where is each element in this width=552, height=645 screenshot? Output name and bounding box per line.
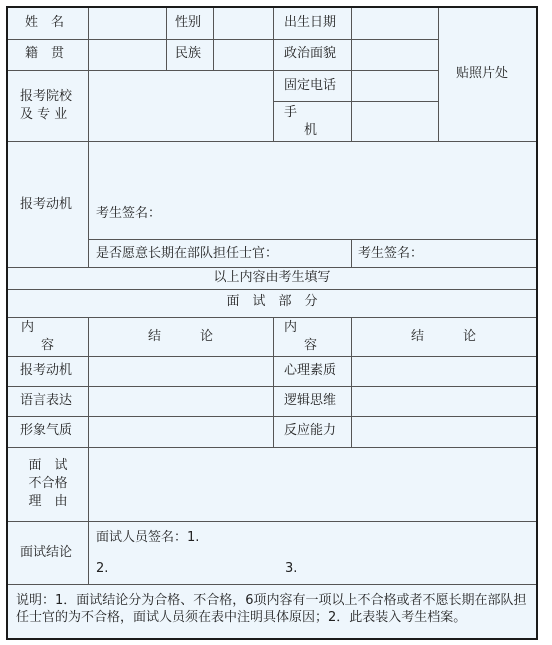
grid-line xyxy=(273,317,274,447)
school-major-label-2: 及 专 业 xyxy=(20,107,68,122)
candidate-signature-label-2: 考生签名： xyxy=(358,246,424,261)
interview-result-label: 面试结论 xyxy=(20,545,73,560)
content-header-right: 内 xyxy=(284,320,298,335)
school-major-label: 报考院校 xyxy=(20,89,73,104)
candidate-fill-note: 以上内容由考生填写 xyxy=(213,270,331,285)
grid-line xyxy=(88,239,536,240)
motive-label: 报考动机 xyxy=(20,197,73,212)
photo-placeholder: 贴照片处 xyxy=(456,66,509,81)
form-footnote: 说明：1．面试结论分为合格、不合格，6项内容有一项以上不合格或者不愿长期在部队担任士官的为不合格，面试人员须在表中注明具体原因；2．此表装入考生档案。 xyxy=(16,593,527,625)
grid-line xyxy=(273,101,438,102)
grid-line xyxy=(8,584,536,585)
content-header-2: 容 xyxy=(41,338,55,353)
grid-line xyxy=(166,8,167,70)
grid-line xyxy=(351,239,352,267)
ethnicity-label: 民族 xyxy=(175,46,202,61)
interviewer-signature-2: 2. xyxy=(96,561,109,576)
grid-line xyxy=(8,289,536,290)
fail-reason-label-3: 理 由 xyxy=(28,494,68,509)
conclusion-header: 结 论 xyxy=(147,329,213,344)
political-status-label: 政治面貌 xyxy=(284,46,337,61)
birth-date-label: 出生日期 xyxy=(284,15,337,30)
interviewer-signature-label: 面试人员签名：1. xyxy=(96,530,200,545)
grid-line xyxy=(273,8,274,141)
candidate-signature-label: 考生签名： xyxy=(96,206,162,221)
native-place-label: 籍 贯 xyxy=(25,46,65,61)
content-header-right-2: 容 xyxy=(304,338,318,353)
fail-reason-label-2: 不合格 xyxy=(28,476,68,491)
item-language: 语言表达 xyxy=(20,393,73,408)
interview-section-title: 面 试 部 分 xyxy=(226,294,318,309)
mobile-label: 手 xyxy=(284,105,298,120)
willingness-label: 是否愿意长期在部队担任士官： xyxy=(96,246,279,261)
grid-line xyxy=(438,8,439,141)
grid-line xyxy=(88,8,89,267)
item-psychology: 心理素质 xyxy=(284,363,337,378)
interviewer-signature-3: 3. xyxy=(285,561,298,576)
grid-line xyxy=(351,8,352,141)
grid-line xyxy=(8,267,536,268)
landline-label: 固定电话 xyxy=(284,78,337,93)
grid-line xyxy=(8,39,438,40)
item-appearance: 形象气质 xyxy=(20,423,73,438)
content-header: 内 xyxy=(21,320,35,335)
grid-line xyxy=(213,8,214,70)
gender-label: 性别 xyxy=(175,15,202,30)
fail-reason-label: 面 试 xyxy=(28,458,68,473)
grid-line xyxy=(8,70,438,71)
name-label: 姓 名 xyxy=(25,15,65,30)
item-motive: 报考动机 xyxy=(20,363,73,378)
grid-line xyxy=(88,317,89,584)
registration-form xyxy=(6,6,538,640)
item-reaction: 反应能力 xyxy=(284,423,337,438)
item-logic: 逻辑思维 xyxy=(284,393,337,408)
mobile-label-2: 机 xyxy=(304,123,318,138)
conclusion-header-right: 结 论 xyxy=(410,329,476,344)
